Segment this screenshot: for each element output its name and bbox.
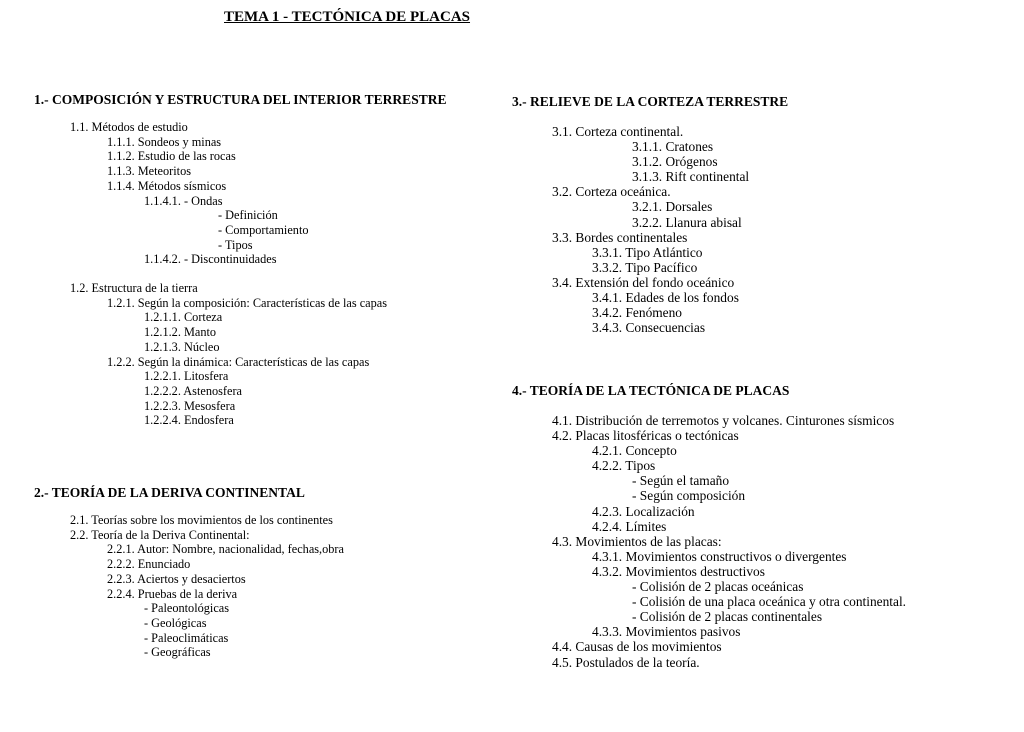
section-lines xyxy=(34,120,446,428)
outline-item: 2.2.4. Pruebas de la deriva xyxy=(107,586,238,601)
outline-item: 1.2.1.2. Manto xyxy=(144,325,217,340)
outline-item: - Colisión de 2 placas continentales xyxy=(632,609,823,625)
outline-item: - Según composición xyxy=(632,488,746,504)
outline-item: - Según el tamaño xyxy=(632,473,730,489)
outline-item: 3.2. Corteza oceánica. xyxy=(552,184,671,200)
outline-item: 1.2.1.1. Corteza xyxy=(144,310,223,325)
outline-item: 3.1.1. Cratones xyxy=(632,139,714,155)
spacer xyxy=(34,267,446,281)
outline-item: 4.4. Causas de los movimientos xyxy=(552,639,722,655)
outline-item: - Paleontológicas xyxy=(144,601,230,616)
outline-item: - Comportamiento xyxy=(218,222,309,237)
outline-item: 1.1.1. Sondeos y minas xyxy=(107,134,222,149)
section-heading: 4.- TEORÍA DE LA TECTÓNICA DE PLACAS xyxy=(512,383,790,398)
outline-item: - Geográficas xyxy=(144,645,211,660)
outline-item: 4.1. Distribución de terremotos y volcanes. Cinturones sísmicos xyxy=(552,413,895,428)
outline-item: 1.1.4.1. - Ondas xyxy=(144,193,223,208)
outline-item: 4.3.2. Movimientos destructivos xyxy=(592,563,765,579)
outline-item: 3.4.3. Consecuencias xyxy=(592,320,706,336)
outline-item: 1.2.2. Según la dinámica: Características de las capas xyxy=(107,354,370,369)
outline-item: 4.2.3. Localización xyxy=(592,503,695,519)
outline-item: 3.4. Extensión del fondo oceánico xyxy=(552,274,735,290)
section-lines xyxy=(34,513,344,660)
outline-item: 1.2.1.3. Núcleo xyxy=(144,339,220,354)
section-heading: 3.- RELIEVE DE LA CORTEZA TERRESTRE xyxy=(512,94,789,109)
outline-item: 4.2.2. Tipos xyxy=(592,458,656,474)
outline-item: 3.3.1. Tipo Atlántico xyxy=(592,244,703,260)
outline-item: 1.2.2.1. Litosfera xyxy=(144,369,229,384)
outline-item: 3.1.2. Orógenos xyxy=(632,154,718,170)
section-3 xyxy=(512,94,788,335)
outline-item: 1.2.1. Según la composición: Características de las capas xyxy=(107,295,388,310)
page-title: TEMA 1 - TECTÓNICA DE PLACAS xyxy=(224,9,471,25)
outline-item: 2.2. Teoría de la Deriva Continental: xyxy=(70,527,250,542)
outline-item: - Paleoclimáticas xyxy=(144,630,229,645)
outline-item: - Definición xyxy=(218,208,278,223)
outline-item: 4.2.4. Límites xyxy=(592,518,667,534)
outline-item: 4.3.3. Movimientos pasivos xyxy=(592,624,741,640)
outline-item: 1.2.2.4. Endosfera xyxy=(144,413,234,428)
outline-item: 1.1. Métodos de estudio xyxy=(70,120,188,134)
section-2 xyxy=(34,485,344,660)
outline-item: 1.1.4.2. - Discontinuidades xyxy=(144,252,277,267)
outline-item: - Colisión de 2 placas oceánicas xyxy=(632,579,804,595)
outline-item: - Colisión de una placa oceánica y otra continental. xyxy=(632,594,907,610)
outline-item: 3.4.2. Fenómeno xyxy=(592,305,683,321)
outline-item: 1.1.3. Meteoritos xyxy=(107,164,192,179)
outline-item: 1.1.4. Métodos sísmicos xyxy=(107,178,227,193)
outline-item: 3.2.2. Llanura abisal xyxy=(632,214,742,230)
outline-item: 2.2.2. Enunciado xyxy=(107,557,191,572)
section-heading: 2.- TEORÍA DE LA DERIVA CONTINENTAL xyxy=(34,485,305,500)
outline-item: 4.5. Postulados de la teoría. xyxy=(552,654,700,670)
outline-item: 2.2.1. Autor: Nombre, nacionalidad, fechas,obra xyxy=(107,542,344,557)
section-heading: 1.- COMPOSICIÓN Y ESTRUCTURA DEL INTERIOR TERRESTRE xyxy=(34,92,447,107)
section-lines xyxy=(512,413,906,670)
outline-item: 3.2.1. Dorsales xyxy=(632,199,713,215)
outline-item: 1.1.2. Estudio de las rocas xyxy=(107,149,236,164)
outline-item: 2.1. Teorías sobre los movimientos de los continentes xyxy=(70,513,333,527)
outline-item: 3.4.1. Edades de los fondos xyxy=(592,290,739,306)
outline-item: 2.2.3. Aciertos y desaciertos xyxy=(107,571,246,586)
outline-item: - Geológicas xyxy=(144,615,207,630)
outline-item: 1.2.2.2. Astenosfera xyxy=(144,383,243,398)
outline-item: 4.3.1. Movimientos constructivos o divergentes xyxy=(592,548,847,564)
outline-item: 3.1.3. Rift continental xyxy=(632,169,750,185)
outline-item: 1.2.2.3. Mesosfera xyxy=(144,398,236,413)
section-4 xyxy=(512,383,906,670)
outline-item: 3.3.2. Tipo Pacífico xyxy=(592,259,698,275)
section-lines xyxy=(512,124,788,335)
outline-item: - Tipos xyxy=(218,237,253,252)
outline-item: 3.3. Bordes continentales xyxy=(552,229,688,245)
section-1 xyxy=(34,92,446,428)
outline-item: 1.2. Estructura de la tierra xyxy=(70,281,198,296)
outline-item: 4.3. Movimientos de las placas: xyxy=(552,533,722,549)
outline-item: 4.2. Placas litosféricas o tectónicas xyxy=(552,428,739,444)
outline-item: 4.2.1. Concepto xyxy=(592,443,677,459)
outline-item: 3.1. Corteza continental. xyxy=(552,124,684,139)
